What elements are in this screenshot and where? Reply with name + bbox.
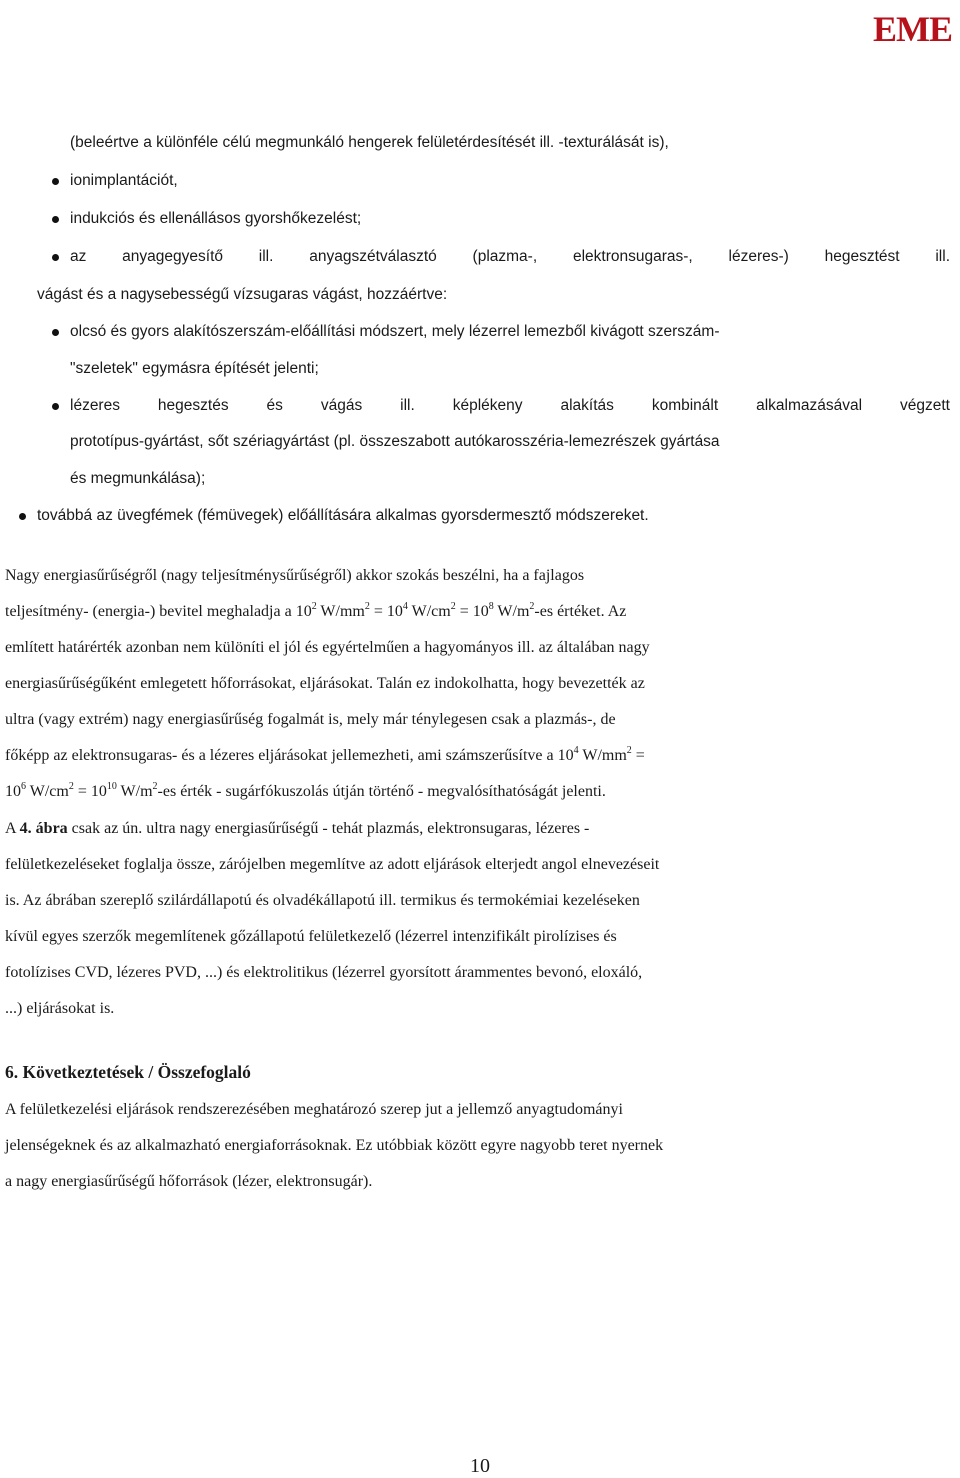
bullet-icon (52, 178, 59, 185)
publisher-logo: EME (872, 9, 952, 49)
list-subitem-line: olcsó és gyors alakítószerszám-előállítási módszert, mely lézerrel lemezből kivágott szerszám- (70, 323, 720, 340)
paragraph-line: fotolízises CVD, lézeres PVD, ...) és elektrolitikus (lézerrel gyorsított árammentes bevonó, eloxáló, (5, 964, 643, 981)
paragraph-line: energiasűrűségűként emlegetett hőforrásokat, eljárásokat. Talán ez indokolhatta, hogy bevezették az (5, 675, 645, 692)
figure-reference: 4. ábra (19, 820, 68, 837)
list-subitem-line: "szeletek" egymásra építését jelenti; (70, 360, 319, 377)
paragraph-line: főképp az elektronsugaras- és a lézeres eljárásokat jellemezheti, ami számszerűsítve a $10^4$ $W/mm^2$ = (5, 745, 645, 764)
bullet-icon (19, 513, 26, 520)
paragraph-line: a nagy energiasűrűségű hőforrások (lézer, elektronsugár). (5, 1173, 373, 1190)
paragraph-line: A 4. ábra csak az ún. ultra nagy energiasűrűségű - tehát plazmás, elektronsugaras, lézeres - (5, 820, 590, 837)
paragraph-line: kívül egyes szerzők megemlítenek gőzállapotú felületkezelő (lézerrel intenzifikált pirolízises és (5, 928, 617, 945)
list-item: továbbá az üvegfémek (fémüvegek) előállítására alkalmas gyorsdermesztő módszereket. (37, 507, 649, 524)
paragraph-line: $10^6$ $W/cm^2 = 10^{10}$ $W/m^2-es$ érték - sugárfókuszolás útján történő - megvalósíthatóságát jelenti. (5, 781, 606, 800)
paragraph-line: ...) eljárásokat is. (5, 1000, 115, 1017)
bullet-icon (52, 216, 59, 223)
list-subitem-line: és megmunkálása); (70, 470, 206, 487)
paragraph-line: ultra (vagy extrém) nagy energiasűrűség fogalmát is, mely már ténylegesen csak a plazmás-, de (5, 711, 616, 728)
bullet-icon (52, 329, 59, 336)
paragraph-line: teljesítmény- (energia-) bevitel meghaladja a $10^2$ $W/mm^2 = 10^4$ $W/cm^2 = 10^8$ $W/m^2-es$ értéket. Az (5, 601, 627, 620)
list-item: az anyagegyesítő ill. anyagszétválasztó (plazma-, elektronsugaras-, lézeres-) hegesztést ill. (70, 248, 950, 265)
list-item: ionimplantációt, (70, 172, 178, 189)
paragraph-line: A felületkezelési eljárások rendszerezésében meghatározó szerep jut a jellemző anyagtudományi (5, 1101, 623, 1118)
list-continuation: (beleértve a különféle célú megmunkáló hengerek felületérdesítését ill. -texturálását is), (70, 134, 669, 151)
page-number: 10 (470, 1455, 490, 1477)
list-subitem-line: prototípus-gyártást, sőt szériagyártást (pl. összeszabott autókarosszéria-lemezrészek gyártása (70, 433, 720, 450)
paragraph-line: jelenségeknek és az alkalmazható energiaforrásoknak. Ez utóbbiak között egyre nagyobb teret nyernek (5, 1137, 664, 1154)
section-heading: 6. Következtetések / Összefoglaló (5, 1062, 251, 1082)
paragraph-line: említett határérték azonban nem különíti el jól és egyértelműen a hagyományos ill. az általában nagy (5, 639, 650, 656)
paragraph-line: is. Az ábrában szereplő szilárdállapotú és olvadékállapotú ill. termikus és termokémiai kezeléseken (5, 892, 640, 909)
list-subitem-line: lézeres hegesztés és vágás ill. képlékeny alakítás kombinált alkalmazásával végzett (70, 397, 950, 414)
paragraph-line: felületkezeléseket foglalja össze, zárójelben megemlítve az adott eljárások elterjedt angol elnevezéseit (5, 856, 660, 873)
bullet-icon (52, 254, 59, 261)
list-intro: vágást és a nagysebességű vízsugaras vágást, hozzáértve: (37, 286, 448, 303)
list-item: indukciós és ellenállásos gyorshőkezelést; (70, 210, 362, 227)
paragraph-line: Nagy energiasűrűségről (nagy teljesítménysűrűségről) akkor szokás beszélni, ha a fajlagos (5, 567, 585, 584)
bullet-icon (52, 403, 59, 410)
